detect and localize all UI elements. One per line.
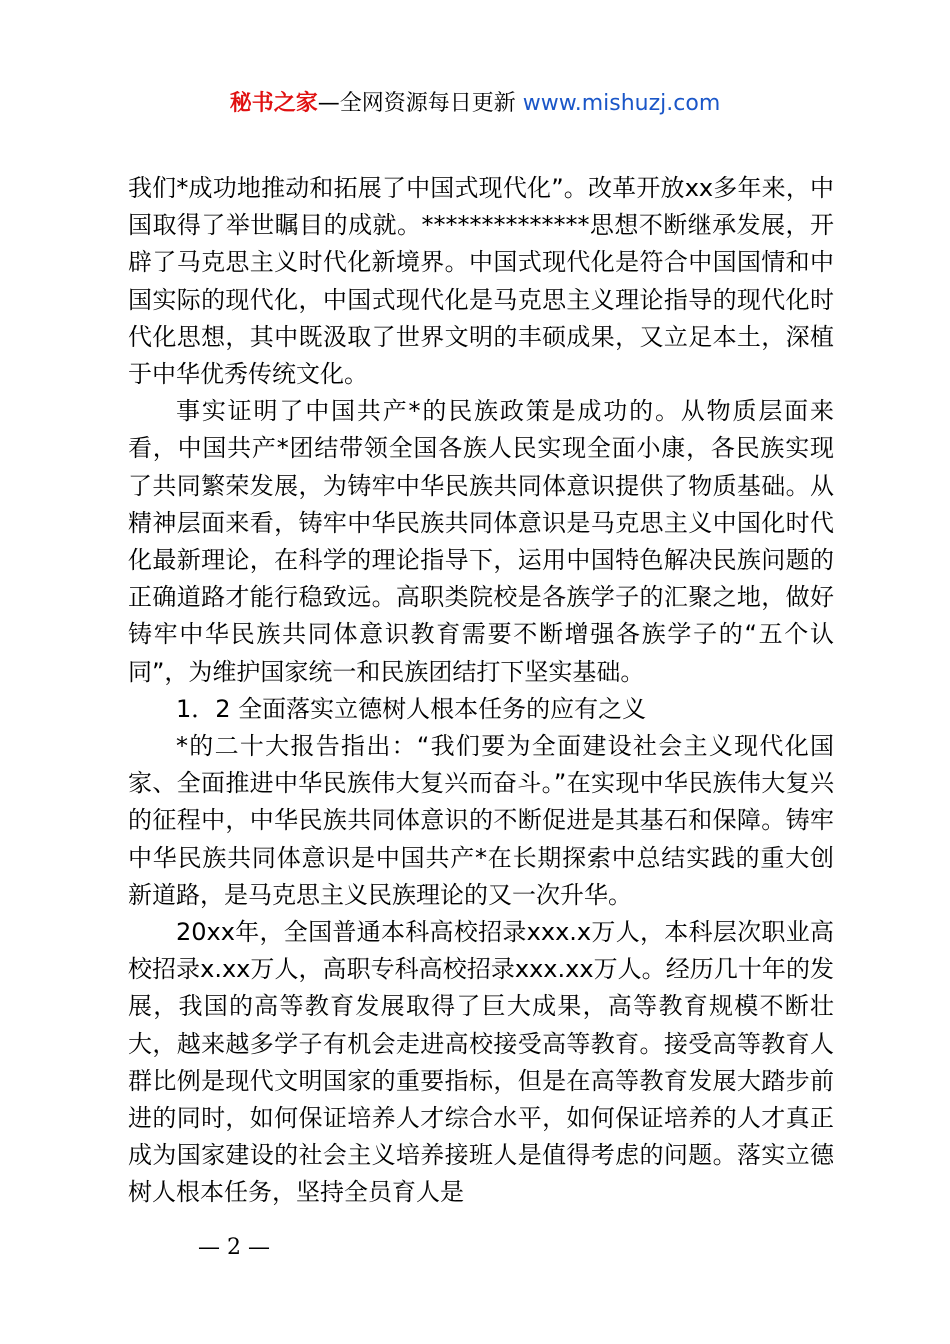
site-url-link[interactable]: www.mishuzj.com — [522, 91, 721, 116]
document-body — [128, 170, 834, 1212]
site-banner — [0, 88, 950, 120]
paragraph-higher-education: 20xx年，全国普通本科高校招录xxx.x万人，本科层次职业高校招录x.xx万人，高职专科高校招录xxx.xx万人。经历几十年的发展，我国的高等教育发展取得了巨大成果，高等教育规模不断壮大，越来越多学子有机会走进高校接受高等教育。接受高等教育人群比例是现代文明国家的重要指标，但是在高等教育发展大踏步前进的同时，如何保证培养人才综合水平，如何保证培养的人才真正成为国家建设的社会主义培养接班人是值得考虑的问题。落实立德树人根本任务，坚持全员育人是 — [128, 918, 834, 1207]
paragraph-continuation: 我们*成功地推动和拓展了中国式现代化”。改革开放xx多年来，中国取得了举世瞩目的成就。**************思想不断继承发展，开辟了马克思主义时代化新境界。中国式现代化是符合中国国情和中国实际的现代化，中国式现代化是马克思主义理论指导的现代化时代化思想，其中既汲取了世界文明的丰硕成果，又立足本土，深植于中华优秀传统文化。 — [128, 174, 834, 389]
section-heading-1-2: 1．2 全面落实立德树人根本任务的应有之义 — [176, 694, 647, 723]
site-tagline: —全网资源每日更新 — [317, 91, 523, 116]
page-number: — 2 — — [198, 1235, 270, 1260]
paragraph-ethnic-policy: 事实证明了中国共产*的民族政策是成功的。从物质层面来看，中国共产*团结带领全国各族人民实现全面小康，各民族实现了共同繁荣发展，为铸牢中华民族共同体意识提供了物质基础。从精神层面来看，铸牢中华民族共同体意识是马克思主义中国化时代化最新理论，在科学的理论指导下，运用中国特色解决民族问题的正确道路才能行稳致远。高职类院校是各族学子的汇聚之地，做好铸牢中华民族共同体意识教育需要不断增强各族学子的“五个认同”，为维护国家统一和民族团结打下坚实基础。 — [128, 397, 834, 686]
paragraph-report-quote: *的二十大报告指出：“我们要为全面建设社会主义现代化国家、全面推进中华民族伟大复兴而奋斗。”在实现中华民族伟大复兴的征程中，中华民族共同体意识的不断促进是其基石和保障。铸牢中华民族共同体意识是中国共产*在长期探索中总结实践的重大创新道路，是马克思主义民族理论的又一次升华。 — [128, 732, 834, 909]
site-brand-name: 秘书之家 — [229, 91, 318, 116]
